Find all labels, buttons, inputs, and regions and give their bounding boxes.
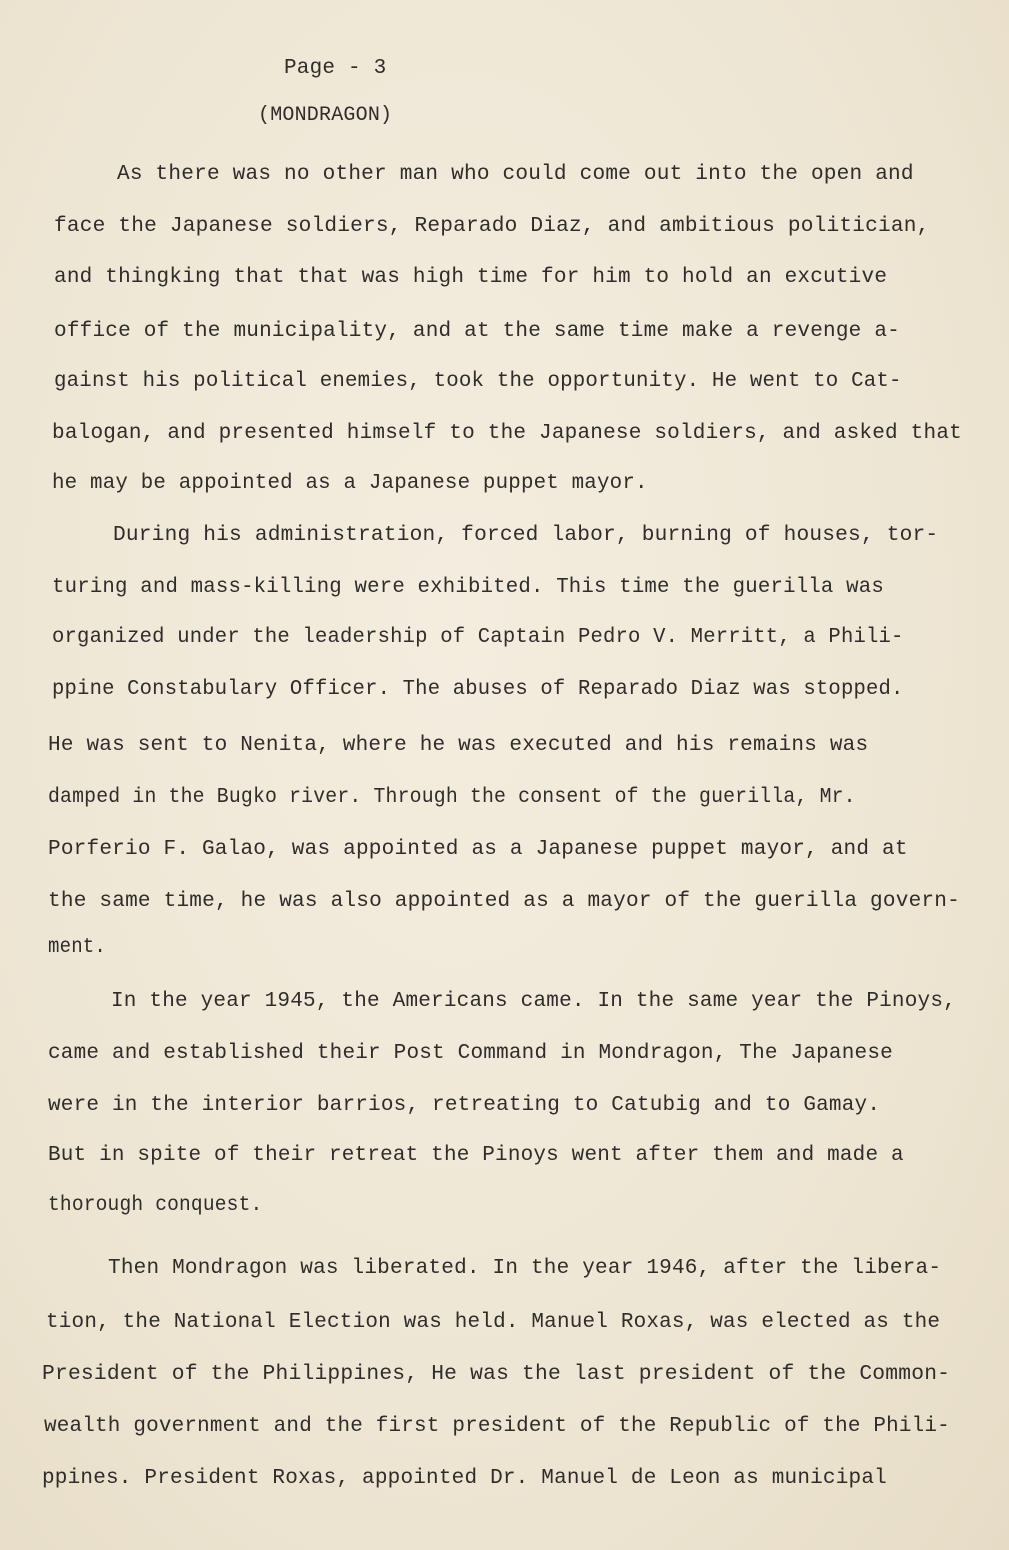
document-title: (MONDRAGON)	[258, 104, 393, 127]
text-line: organized under the leadership of Captain Pedro V. Merritt, a Phili-	[52, 626, 904, 649]
text-line: office of the municipality, and at the same time make a revenge a-	[54, 320, 900, 343]
text-line: ppines. President Roxas, appointed Dr. Manuel de Leon as municipal	[42, 1467, 887, 1490]
text-line: Then Mondragon was liberated. In the year 1946, after the libera-	[108, 1257, 942, 1280]
text-line: During his administration, forced labor, burning of houses, tor-	[113, 524, 939, 547]
text-line: ment.	[48, 936, 107, 959]
text-line: and thingking that that was high time for him to hold an excutive	[54, 266, 888, 289]
text-line: he may be appointed as a Japanese puppet mayor.	[52, 472, 648, 495]
text-line: thorough conquest.	[48, 1194, 263, 1217]
text-line: In the year 1945, the Americans came. In the same year the Pinoys,	[111, 990, 956, 1013]
text-line: But in spite of their retreat the Pinoys went after them and made a	[48, 1144, 904, 1167]
text-line: President of the Philippines, He was the last president of the Common-	[42, 1363, 951, 1386]
text-line: face the Japanese soldiers, Reparado Diaz, and ambitious politician,	[54, 215, 930, 238]
text-line: As there was no other man who could come out into the open and	[117, 163, 914, 186]
text-line: balogan, and presented himself to the Japanese soldiers, and asked that	[52, 422, 962, 445]
text-line: came and established their Post Command in Mondragon, The Japanese	[48, 1042, 893, 1065]
text-line: ppine Constabulary Officer. The abuses of Reparado Diaz was stopped.	[52, 678, 904, 701]
text-line: gainst his political enemies, took the opportunity. He went to Cat-	[54, 370, 902, 393]
text-line: the same time, he was also appointed as a mayor of the guerilla govern-	[48, 890, 960, 913]
text-line: damped in the Bugko river. Through the consent of the guerilla, Mr.	[48, 786, 856, 809]
text-line: Porferio F. Galao, was appointed as a Japanese puppet mayor, and at	[48, 838, 908, 861]
text-line: tion, the National Election was held. Manuel Roxas, was elected as the	[46, 1311, 941, 1334]
text-line: turing and mass-killing were exhibited. This time the guerilla was	[52, 576, 884, 599]
text-line: were in the interior barrios, retreating to Catubig and to Gamay.	[48, 1094, 881, 1117]
page-number: Page - 3	[284, 57, 387, 80]
text-line: wealth government and the first president of the Republic of the Phili-	[44, 1415, 950, 1438]
text-line: He was sent to Nenita, where he was executed and his remains was	[48, 734, 869, 757]
